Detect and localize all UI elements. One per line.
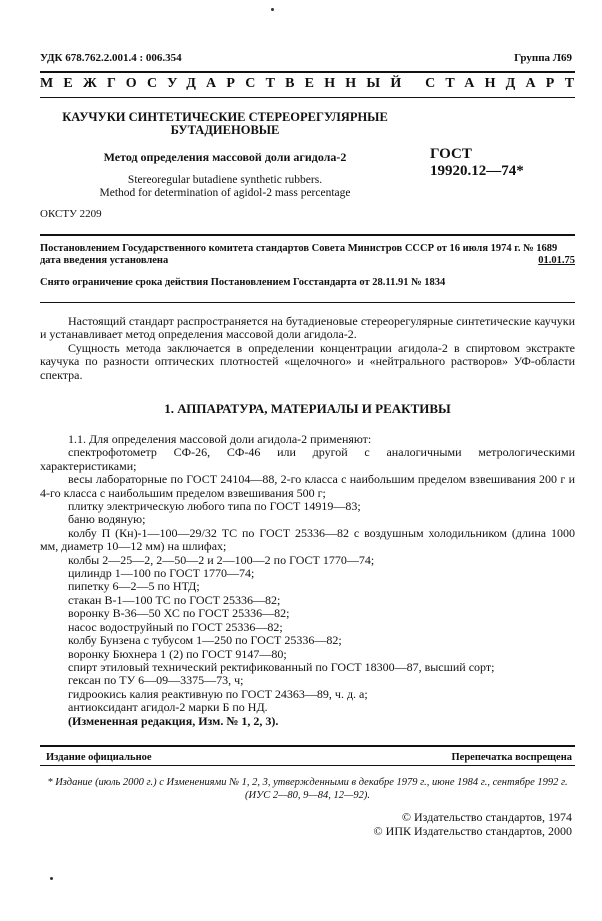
gost-number: 19920.12—74* [430,163,524,179]
list-item: спектрофотометр СФ-26, СФ-46 или другой с аналогичными метрологическими характеристиками; [40,445,575,473]
intro-paragraph-2: Сущность метода заключается в определении концентрации агидола-2 в спиртовом экстракте каучука по разности оптических плотностей «щелочного» и «нейтрального растворов» УФ-области спектра. [40,340,575,382]
section-1-title: 1. АППАРАТУРА, МАТЕРИАЛЫ И РЕАКТИВЫ [164,401,451,416]
intro-rule [40,302,575,303]
list-item: плитку электрическую любого типа по ГОСТ 14919—83; [68,499,361,514]
official-edition-label: Издание официальное [46,752,152,763]
scan-speck [271,8,274,11]
footer-thin-rule [40,765,575,766]
top-rule [40,71,575,73]
title-line-2: БУТАДИЕНОВЫЕ [170,123,280,137]
reprint-prohibited-label: Перепечатка воспрещена [451,752,572,763]
edition-footnote: * Издание (июль 2000 г.) с Изменениями № 1, 2, 3, утвержденными в декабре 1979 г., июне 1984 г., сентябре 1992 г. (ИУС 2—80, 9—84, 12—92). [47,777,568,801]
edition-note: (Измененная редакция, Изм. № 1, 2, 3). [68,713,279,728]
english-title [40,174,410,200]
english-title-line-2: Method for determination of agidol-2 mass percentage [99,187,351,199]
gost-label: ГОСТ [430,146,472,162]
list-item: воронку В-36—50 ХС по ГОСТ 25336—82; [68,606,290,621]
list-item: колбу Бунзена с тубусом 1—250 по ГОСТ 25336—82; [68,633,342,648]
list-item: 1.1. Для определения массовой доли агидола-2 применяют: [68,432,372,446]
list-item: пипетку 6—2—5 по НТД; [68,579,200,594]
list-item: колбу П (Кн)-1—100—29/32 ТС по ГОСТ 25336—82 с воздушным холодильником (длина 1000 мм, диаметр 10—12 мм) на шлифах; [40,525,575,554]
interstate-standard-banner: МЕЖГОСУДАРСТВЕННЫЙ СТАНДАРТ [40,76,585,91]
group-code: Группа Л69 [514,52,572,64]
list-item: воронку Бюхнера 1 (2) по ГОСТ 9147—80; [68,646,287,661]
limit-removal-note: Снято ограничение срока действия Постановлением Госстандарта от 28.11.91 № 1834 [40,277,446,288]
english-title-line-1: Stereoregular butadiene synthetic rubbers. [127,174,323,186]
footer-rule [40,745,575,747]
method-title: Метод определения массовой доли агидола-2 [103,150,347,164]
list-item: баню водяную; [68,512,146,527]
list-item: стакан В-1—100 ТС по ГОСТ 25336—82; [68,592,281,607]
list-item: цилиндр 1—100 по ГОСТ 1770—74; [68,566,255,581]
list-item: насос водоструйный по ГОСТ 25336—82; [68,619,283,634]
list-item: гидроокись калия реактивную по ГОСТ 24363—89, ч. д. а; [68,686,368,701]
apparatus-list [40,433,575,728]
copyright-1974: © Издательство стандартов, 1974 [401,810,572,824]
copyright-2000: © ИПК Издательство стандартов, 2000 [373,824,572,838]
list-item: антиоксидант агидол-2 марки Б по НД. [68,700,268,715]
list-item: гексан по ТУ 6—09—3375—73, ч; [68,673,244,688]
gost-designation [430,146,524,180]
date-value: 01.01.75 [538,255,575,266]
title-line-1: КАУЧУКИ СИНТЕТИЧЕСКИЕ СТЕРЕОРЕГУЛЯРНЫЕ [62,110,388,124]
udk-code: УДК 678.762.2.001.4 : 006.354 [40,52,182,64]
decree-text: Постановлением Государственного комитета стандартов Совета Министров СССР от 16 июля 1974 г. № 1689 [40,243,558,254]
document-title [40,111,410,137]
list-item: весы лабораторные по ГОСТ 24104—88, 2-го класса с наибольшим пределом взвешивания 200 г и 4-го класса с наибольшим пределом взвешивания 500 г; [40,472,575,500]
intro-paragraph-1: Настоящий стандарт распространяется на бутадиеновые стереорегулярные синтетические каучуки и устанавливает метод определения массовой доли агидола-2. [40,314,575,342]
decree-rule [40,234,575,236]
intro-section [40,315,575,382]
date-label: дата введения установлена [40,255,169,266]
list-item: колбы 2—25—2, 2—50—2 и 2—100—2 по ГОСТ 1770—74; [68,552,375,567]
introduction-date-row [40,255,575,266]
banner-rule [40,97,575,98]
scan-speck [50,877,53,880]
okstu-code: ОКСТУ 2209 [40,208,102,220]
list-item: спирт этиловый технический ректификованный по ГОСТ 18300—87, высший сорт; [68,659,495,674]
